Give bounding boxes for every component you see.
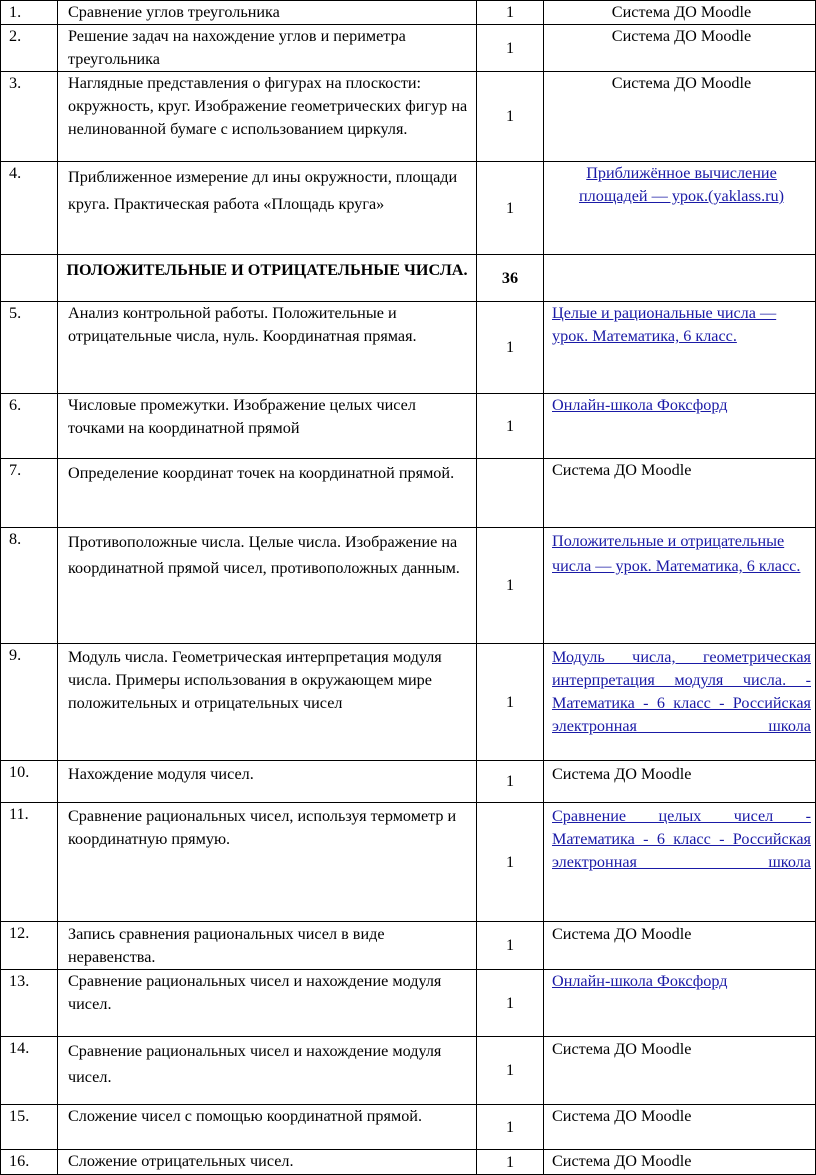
table-row [1, 922, 816, 970]
row-number: 8. [1, 528, 58, 644]
lesson-topic: Нахождение модуля чисел. [58, 761, 477, 803]
table-row [1, 394, 816, 459]
table-row [1, 302, 816, 394]
row-number: 9. [1, 644, 58, 761]
row-number: 15. [1, 1105, 58, 1150]
lesson-hours: 1 [477, 761, 544, 803]
row-number: 3. [1, 72, 58, 162]
lesson-topic: Сравнение рациональных чисел и нахождение модуля чисел. [58, 970, 477, 1037]
lesson-hours: 1 [477, 1, 544, 25]
table-row [1, 644, 816, 761]
row-number: 7. [1, 459, 58, 528]
table-row [1, 528, 816, 644]
resource-link[interactable]: Онлайн-школа Фоксфорд [552, 396, 728, 414]
table-row [1, 1, 816, 25]
lesson-topic: Числовые промежутки. Изображение целых чисел точками на координатной прямой [58, 394, 477, 459]
section-heading: ПОЛОЖИТЕЛЬНЫЕ И ОТРИЦАТЕЛЬНЫЕ ЧИСЛА. [58, 255, 477, 302]
resource-text: Система ДО Moodle [544, 25, 816, 72]
table-row [1, 803, 816, 922]
table-row [1, 162, 816, 255]
lesson-topic: Сложение чисел с помощью координатной прямой. [58, 1105, 477, 1150]
table-row [1, 1105, 816, 1150]
lesson-hours: 1 [477, 1150, 544, 1175]
resource-text: Система ДО Moodle [544, 72, 816, 162]
resource-link[interactable]: Приближённое вычисление площадей — урок.(yaklass.ru) [578, 164, 784, 205]
table-row [1, 459, 816, 528]
resource-link[interactable]: Положительные и отрицательные числа — урок. Математика, 6 класс. [552, 532, 801, 575]
lesson-topic: Сравнение углов треугольника [58, 1, 477, 25]
lesson-topic: Определение координат точек на координатной прямой. [58, 459, 477, 528]
resource-cell [544, 394, 816, 459]
resource-text: Система ДО Moodle [544, 761, 816, 803]
resource-text: Система ДО Moodle [544, 1105, 816, 1150]
lesson-topic: Приближенное измерение дл ины окружности, площади круга. Практическая работа «Площадь круга» [58, 162, 477, 255]
table-row [1, 1037, 816, 1105]
row-number: 11. [1, 803, 58, 922]
row-number: 2. [1, 25, 58, 72]
row-number: 14. [1, 1037, 58, 1105]
lesson-hours: 1 [477, 72, 544, 162]
lesson-hours: 1 [477, 394, 544, 459]
lesson-topic: Противоположные числа. Целые числа. Изображение на координатной прямой чисел, противоположных данным. [58, 528, 477, 644]
lesson-hours: 1 [477, 644, 544, 761]
resource-link[interactable]: Модуль числа, геометрическая интерпретация модуля числа. - Математика - 6 класс - Российская электронная школа [552, 648, 811, 735]
lesson-topic: Анализ контрольной работы. Положительные и отрицательные числа, нуль. Координатная прямая. [58, 302, 477, 394]
table-row [1, 72, 816, 162]
lesson-hours: 1 [477, 1037, 544, 1105]
lesson-topic: Решение задач на нахождение углов и периметра треугольника [58, 25, 477, 72]
resource-cell [544, 528, 816, 644]
lesson-hours: 1 [477, 922, 544, 970]
resource-text: Система ДО Moodle [544, 1, 816, 25]
lesson-hours: 1 [477, 302, 544, 394]
lesson-hours [477, 459, 544, 528]
resource-text: Система ДО Moodle [544, 1150, 816, 1175]
resource-link[interactable]: Целые и рациональные числа — урок. Математика, 6 класс. [552, 304, 777, 345]
section-hours: 36 [477, 255, 544, 302]
lesson-hours: 1 [477, 970, 544, 1037]
resource-cell [544, 162, 816, 255]
row-number: 4. [1, 162, 58, 255]
lesson-topic: Модуль числа. Геометрическая интерпретация модуля числа. Примеры использования в окружающем мире положительных и отрицательных чисел [58, 644, 477, 761]
row-number: 16. [1, 1150, 58, 1175]
lesson-hours: 1 [477, 1105, 544, 1150]
row-number: 13. [1, 970, 58, 1037]
table-row [1, 25, 816, 72]
table-row [1, 1150, 816, 1175]
resource-cell [544, 970, 816, 1037]
row-number: 1. [1, 1, 58, 25]
lesson-topic: Запись сравнения рациональных чисел в виде неравенства. [58, 922, 477, 970]
row-number [1, 255, 58, 302]
row-number: 5. [1, 302, 58, 394]
lesson-topic: Сравнение рациональных чисел и нахождение модуля чисел. [58, 1037, 477, 1105]
resource-link[interactable]: Онлайн-школа Фоксфорд [552, 972, 728, 990]
row-number: 12. [1, 922, 58, 970]
lesson-hours: 1 [477, 162, 544, 255]
lesson-hours: 1 [477, 528, 544, 644]
resource-text: Система ДО Moodle [544, 922, 816, 970]
resource-text: Система ДО Moodle [544, 1037, 816, 1105]
resource-link[interactable]: Сравнение целых чисел - Математика - 6 класс - Российская электронная школа [552, 807, 811, 871]
table-row [1, 761, 816, 803]
resource-text [544, 255, 816, 302]
lesson-hours: 1 [477, 25, 544, 72]
resource-cell [544, 302, 816, 394]
section-row [1, 255, 816, 302]
row-number: 6. [1, 394, 58, 459]
resource-text: Система ДО Moodle [544, 459, 816, 528]
lesson-hours: 1 [477, 803, 544, 922]
table-row [1, 970, 816, 1037]
resource-cell [544, 644, 816, 761]
lesson-topic: Наглядные представления о фигурах на плоскости: окружность, круг. Изображение геометрических фигур на нелинованной бумаге с использованием циркуля. [58, 72, 477, 162]
lesson-topic: Сложение отрицательных чисел. [58, 1150, 477, 1175]
resource-cell [544, 803, 816, 922]
lesson-topic: Сравнение рациональных чисел, используя термометр и координатную прямую. [58, 803, 477, 922]
row-number: 10. [1, 761, 58, 803]
